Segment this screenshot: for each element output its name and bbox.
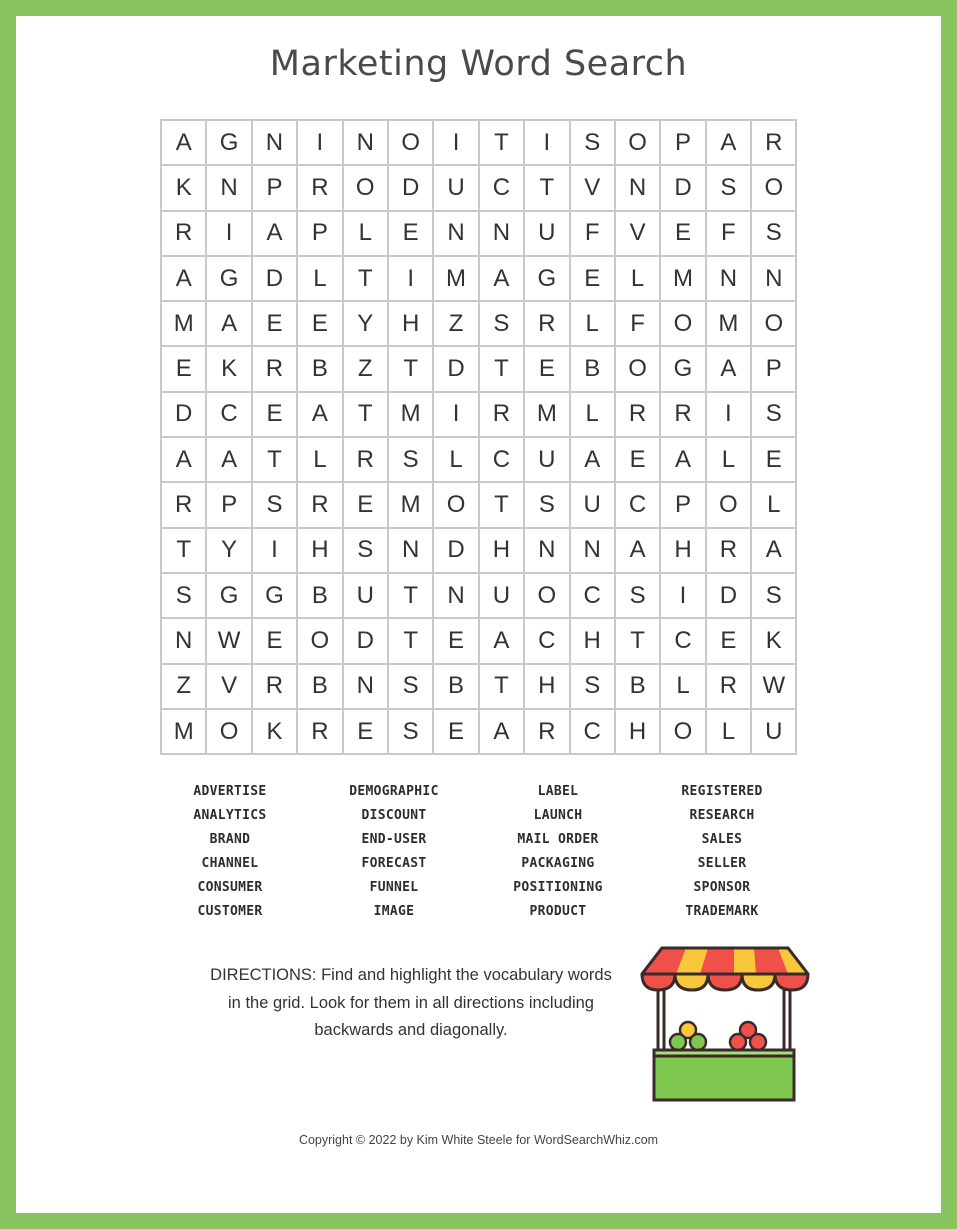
grid-cell[interactable]: L [707,438,752,483]
grid-cell[interactable]: F [707,212,752,257]
grid-cell[interactable]: H [389,302,434,347]
grid-cell[interactable]: E [434,619,479,664]
grid-cell[interactable]: B [298,347,343,392]
grid-cell[interactable]: V [616,212,661,257]
page-title: Marketing Word Search [269,44,688,84]
grid-cell[interactable]: T [480,121,525,166]
vocabulary-word: SPONSOR [693,880,751,895]
grid-cell[interactable]: D [389,166,434,211]
grid-cell[interactable]: R [707,529,752,574]
grid-cell[interactable]: P [298,212,343,257]
grid-cell[interactable]: N [162,619,207,664]
grid-cell[interactable]: O [752,302,797,347]
grid-cell[interactable]: I [434,121,479,166]
grid-cell[interactable]: N [344,665,389,710]
grid-cell[interactable]: S [344,529,389,574]
vocabulary-word: MAIL ORDER [517,832,599,847]
grid-cell[interactable]: R [707,665,752,710]
grid-cell[interactable]: T [616,619,661,664]
grid-cell[interactable]: K [207,347,252,392]
grid-cell[interactable]: T [480,483,525,528]
grid-cell[interactable]: U [525,438,570,483]
grid-cell[interactable]: Z [434,302,479,347]
vocabulary-word: RESEARCH [689,808,755,823]
grid-cell[interactable]: L [616,257,661,302]
grid-cell[interactable]: U [344,574,389,619]
grid-cell[interactable]: G [525,257,570,302]
grid-cell[interactable]: A [207,438,252,483]
grid-cell[interactable]: D [661,166,706,211]
grid-cell[interactable]: A [162,438,207,483]
grid-cell[interactable]: G [207,257,252,302]
grid-cell[interactable]: L [707,710,752,755]
grid-cell[interactable]: N [616,166,661,211]
grid-cell[interactable]: A [661,438,706,483]
grid-cell[interactable]: E [571,257,616,302]
grid-cell[interactable]: R [298,710,343,755]
vocabulary-word: SELLER [697,856,747,871]
grid-cell[interactable]: R [661,393,706,438]
grid-cell[interactable]: E [253,302,298,347]
vocabulary-word: LAUNCH [533,808,583,823]
grid-cell[interactable]: C [480,166,525,211]
grid-cell[interactable]: T [525,166,570,211]
grid-cell[interactable]: T [389,574,434,619]
grid-cell[interactable]: R [162,483,207,528]
vocabulary-word: CHANNEL [201,856,259,871]
grid-cell[interactable]: M [525,393,570,438]
grid-cell[interactable]: A [162,121,207,166]
grid-cell[interactable]: R [752,121,797,166]
grid-cell[interactable]: L [298,257,343,302]
grid-cell[interactable]: O [344,166,389,211]
grid-cell[interactable]: T [344,257,389,302]
grid-cell[interactable]: B [298,665,343,710]
grid-cell[interactable]: E [298,302,343,347]
grid-cell[interactable]: O [616,347,661,392]
grid-cell[interactable]: R [525,710,570,755]
grid-cell[interactable]: S [253,483,298,528]
grid-cell[interactable]: E [752,438,797,483]
grid-cell[interactable]: W [752,665,797,710]
grid-cell[interactable]: N [571,529,616,574]
grid-cell[interactable]: I [389,257,434,302]
word-list [148,780,804,924]
grid-cell[interactable]: A [207,302,252,347]
grid-cell[interactable]: Z [162,665,207,710]
grid-cell[interactable]: Z [344,347,389,392]
grid-cell[interactable]: E [162,347,207,392]
grid-cell[interactable]: A [707,347,752,392]
grid-cell[interactable]: C [480,438,525,483]
copyright-notice: Copyright © 2022 by Kim White Steele for WordSearchWhiz.com [298,1133,659,1147]
grid-cell[interactable]: T [389,619,434,664]
grid-cell[interactable]: V [207,665,252,710]
grid-cell[interactable]: D [253,257,298,302]
grid-cell[interactable]: O [707,483,752,528]
grid-cell[interactable]: I [525,121,570,166]
grid-cell[interactable]: R [525,302,570,347]
grid-cell[interactable]: B [298,574,343,619]
grid-cell[interactable]: P [253,166,298,211]
grid-cell[interactable]: A [752,529,797,574]
grid-cell[interactable]: U [752,710,797,755]
directions-line-1: DIRECTIONS: Find and highlight the vocabulary words [210,966,612,984]
grid-cell[interactable]: S [525,483,570,528]
grid-cell[interactable]: O [389,121,434,166]
grid-cell[interactable]: L [661,665,706,710]
vocabulary-word: REGISTERED [681,784,763,799]
grid-cell[interactable]: E [616,438,661,483]
vocabulary-word: POSITIONING [513,880,603,895]
grid-cell[interactable]: P [661,483,706,528]
grid-cell[interactable]: N [434,212,479,257]
vocabulary-word: PACKAGING [521,856,595,871]
grid-cell[interactable]: A [162,257,207,302]
grid-cell[interactable]: O [752,166,797,211]
grid-cell[interactable]: N [752,257,797,302]
grid-cell[interactable]: S [571,665,616,710]
grid-cell[interactable]: U [434,166,479,211]
grid-cell[interactable]: D [434,529,479,574]
vocabulary-word: END-USER [361,832,427,847]
grid-cell[interactable]: T [480,347,525,392]
grid-cell[interactable]: M [434,257,479,302]
grid-cell[interactable]: L [752,483,797,528]
grid-cell[interactable]: R [480,393,525,438]
directions-line-2: in the grid. Look for them in all directions including [228,993,594,1012]
grid-cell[interactable]: E [253,393,298,438]
grid-cell[interactable]: N [344,121,389,166]
grid-cell[interactable]: E [434,710,479,755]
grid-cell[interactable]: L [434,438,479,483]
grid-cell[interactable]: H [525,665,570,710]
grid-cell[interactable]: C [661,619,706,664]
grid-cell[interactable]: M [162,710,207,755]
vocabulary-word: PRODUCT [529,904,587,919]
grid-cell[interactable]: I [434,393,479,438]
grid-cell[interactable]: H [298,529,343,574]
grid-cell[interactable]: S [707,166,752,211]
grid-cell[interactable]: S [571,121,616,166]
vocabulary-word: IMAGE [373,904,415,919]
grid-cell[interactable]: E [389,212,434,257]
grid-cell[interactable]: D [162,393,207,438]
grid-cell[interactable]: L [571,393,616,438]
grid-cell[interactable]: S [389,665,434,710]
grid-cell[interactable]: O [298,619,343,664]
grid-cell[interactable]: Y [207,529,252,574]
grid-cell[interactable]: E [707,619,752,664]
grid-cell[interactable]: U [480,574,525,619]
market-stall-icon [638,944,812,1106]
grid-cell[interactable]: B [616,665,661,710]
grid-cell[interactable]: H [480,529,525,574]
grid-cell[interactable]: G [207,574,252,619]
grid-cell[interactable]: M [389,393,434,438]
grid-cell[interactable]: S [616,574,661,619]
grid-cell[interactable]: S [389,710,434,755]
grid-cell[interactable]: S [752,574,797,619]
grid-cell[interactable]: O [616,121,661,166]
grid-cell[interactable]: L [298,438,343,483]
grid-cell[interactable]: T [344,393,389,438]
vocabulary-word: BRAND [209,832,251,847]
grid-cell[interactable]: M [389,483,434,528]
grid-cell[interactable]: O [207,710,252,755]
grid-cell[interactable]: T [162,529,207,574]
grid-cell[interactable]: A [707,121,752,166]
grid-cell[interactable]: R [162,212,207,257]
grid-cell[interactable]: S [480,302,525,347]
grid-cell[interactable]: L [571,302,616,347]
vocabulary-word: CONSUMER [197,880,263,895]
vocabulary-word: TRADEMARK [685,904,759,919]
grid-cell[interactable]: I [707,393,752,438]
grid-cell[interactable]: O [661,710,706,755]
grid-cell[interactable]: U [571,483,616,528]
grid-cell[interactable]: R [298,483,343,528]
grid-cell[interactable]: U [525,212,570,257]
grid-cell[interactable]: C [207,393,252,438]
grid-cell[interactable]: C [571,574,616,619]
grid-cell[interactable]: M [707,302,752,347]
grid-cell[interactable]: D [344,619,389,664]
grid-cell[interactable]: O [661,302,706,347]
vocabulary-word: FORECAST [361,856,427,871]
grid-cell[interactable]: K [253,710,298,755]
grid-cell[interactable]: G [207,121,252,166]
grid-cell[interactable]: C [616,483,661,528]
grid-cell[interactable]: N [434,574,479,619]
grid-cell[interactable]: D [707,574,752,619]
grid-cell[interactable]: A [298,393,343,438]
grid-cell[interactable]: H [661,529,706,574]
grid-cell[interactable]: O [434,483,479,528]
grid-cell[interactable]: H [571,619,616,664]
vocabulary-word: DEMOGRAPHIC [349,784,439,799]
grid-cell[interactable]: N [253,121,298,166]
grid-cell[interactable]: S [752,212,797,257]
grid-cell[interactable]: T [480,665,525,710]
grid-cell[interactable]: R [253,347,298,392]
vocabulary-word: FUNNEL [369,880,419,895]
grid-cell[interactable]: R [253,665,298,710]
grid-cell[interactable]: N [525,529,570,574]
grid-cell[interactable]: E [253,619,298,664]
grid-cell[interactable]: I [207,212,252,257]
grid-cell[interactable]: T [389,347,434,392]
grid-cell[interactable]: A [253,212,298,257]
grid-cell[interactable]: B [434,665,479,710]
grid-cell[interactable]: N [207,166,252,211]
grid-cell[interactable]: K [162,166,207,211]
grid-cell[interactable]: P [661,121,706,166]
grid-cell[interactable]: P [207,483,252,528]
grid-cell[interactable]: P [752,347,797,392]
grid-cell[interactable]: A [571,438,616,483]
grid-cell[interactable]: F [571,212,616,257]
grid-cell[interactable]: O [525,574,570,619]
grid-cell[interactable]: E [525,347,570,392]
grid-cell[interactable]: E [344,710,389,755]
grid-cell[interactable]: N [389,529,434,574]
vocabulary-word: ADVERTISE [193,784,267,799]
grid-cell[interactable]: M [162,302,207,347]
grid-cell[interactable]: V [571,166,616,211]
grid-cell[interactable]: N [707,257,752,302]
grid-cell[interactable]: G [253,574,298,619]
grid-cell[interactable]: L [344,212,389,257]
vocabulary-word: SALES [701,832,743,847]
vocabulary-word: DISCOUNT [361,808,427,823]
grid-cell[interactable]: A [480,710,525,755]
grid-cell[interactable]: D [434,347,479,392]
grid-cell[interactable]: A [616,529,661,574]
vocabulary-word: ANALYTICS [193,808,267,823]
grid-cell[interactable]: I [253,529,298,574]
grid-cell[interactable]: K [752,619,797,664]
grid-cell[interactable]: S [752,393,797,438]
grid-cell[interactable]: E [661,212,706,257]
grid-cell[interactable]: C [525,619,570,664]
vocabulary-word: CUSTOMER [197,904,263,919]
grid-cell[interactable]: N [480,212,525,257]
grid-cell[interactable]: Y [344,302,389,347]
grid-cell[interactable]: T [253,438,298,483]
vocabulary-word: LABEL [537,784,579,799]
grid-cell[interactable]: A [480,257,525,302]
grid-cell[interactable]: G [661,347,706,392]
grid-cell[interactable]: I [298,121,343,166]
grid-cell[interactable]: W [207,619,252,664]
grid-cell[interactable]: E [344,483,389,528]
grid-cell[interactable]: S [389,438,434,483]
grid-cell[interactable]: R [298,166,343,211]
grid-cell[interactable]: S [162,574,207,619]
grid-cell[interactable]: A [480,619,525,664]
grid-cell[interactable]: I [661,574,706,619]
grid-cell[interactable]: H [616,710,661,755]
directions-line-3: backwards and diagonally. [314,1021,508,1039]
grid-cell[interactable]: F [616,302,661,347]
word-search-grid [160,119,797,755]
grid-cell[interactable]: C [571,710,616,755]
grid-cell[interactable]: R [616,393,661,438]
grid-cell[interactable]: B [571,347,616,392]
grid-cell[interactable]: R [344,438,389,483]
directions-text [180,962,642,1045]
grid-cell[interactable]: M [661,257,706,302]
